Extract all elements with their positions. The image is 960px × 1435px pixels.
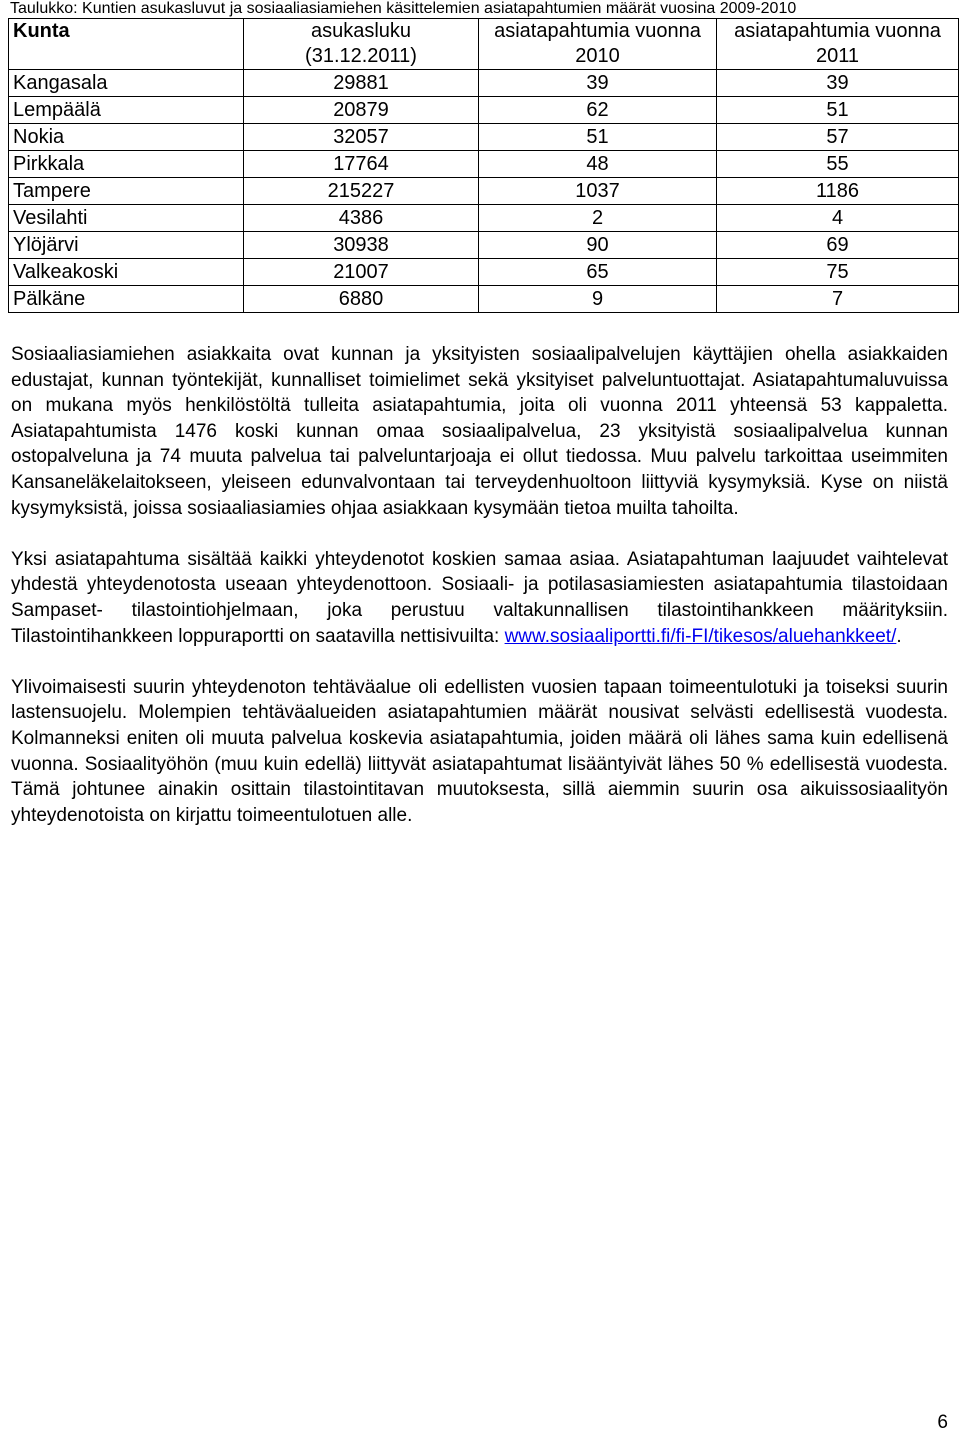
cell-kunta: Ylöjärvi — [9, 232, 244, 259]
cell-2010: 1037 — [479, 178, 717, 205]
table-row — [9, 70, 959, 97]
cell-2010: 48 — [479, 151, 717, 178]
cell-2010: 2 — [479, 205, 717, 232]
table-row — [9, 124, 959, 151]
table-row — [9, 259, 959, 286]
cell-kunta: Tampere — [9, 178, 244, 205]
cell-kunta: Nokia — [9, 124, 244, 151]
header-2010-line1: asiatapahtumia vuonna — [494, 20, 701, 42]
cell-2010: 39 — [479, 70, 717, 97]
cell-asukasluku: 215227 — [244, 178, 479, 205]
paragraph-statistics-end: . — [896, 625, 902, 647]
table-row — [9, 151, 959, 178]
header-2010 — [479, 19, 717, 70]
header-asukasluku — [244, 19, 479, 70]
cell-asukasluku: 20879 — [244, 97, 479, 124]
cell-2011: 4 — [717, 205, 959, 232]
municipality-table — [8, 18, 959, 313]
cell-kunta: Valkeakoski — [9, 259, 244, 286]
cell-asukasluku: 29881 — [244, 70, 479, 97]
header-asukasluku-line2: (31.12.2011) — [305, 45, 417, 67]
paragraph-task-areas: Ylivoimaisesti suurin yhteydenoton tehtäväalue oli edellisten vuosien tapaan toimeentulotuki ja toiseksi suurin lastensuojelu. Molempien tehtäväalueiden asiatapahtumien määrät nousivat selvästi edellisestä vuodesta. Kolmanneksi eniten oli muuta palvelua koskevia asiatapahtumia, joiden määrä oli lähes sama kuin edellisenä vuonna. Sosiaalityöhön (muu kuin edellä) liittyvät asiatapahtumat lisääntyivät lähes 50 % edellisestä vuodesta. Tämä johtunee ainakin osittain tilastointitavan muutoksesta, sillä aiemmin suurin osa aikuissosiaalityön yhteydenotoista on kirjattu toimeentulotuen alle. — [11, 676, 948, 826]
paragraph-statistics-text: Yksi asiatapahtuma sisältää kaikki yhteydenotot koskien samaa asiaa. Asiatapahtuman laajuudet vaihtelevat yhdestä yhteydenotosta useaan yhteydenottoon. Sosiaali- ja potilasasiamiesten asiatapahtumia tilastoidaan Sampaset- tilastointiohjelmaan, joka perustuu valtakunnallisen tilastointihankkeen määrityksiin. Tilastointihankkeen loppuraportti on saatavilla nettisivuilta: — [11, 548, 948, 647]
cell-2011: 75 — [717, 259, 959, 286]
cell-2010: 62 — [479, 97, 717, 124]
table-row — [9, 205, 959, 232]
cell-2011: 39 — [717, 70, 959, 97]
cell-kunta: Pälkäne — [9, 286, 244, 313]
cell-2010: 65 — [479, 259, 717, 286]
paragraph-clients: Sosiaaliasiamiehen asiakkaita ovat kunnan ja yksityisten sosiaalipalvelujen käyttäjien ohella asiakkaiden edustajat, kunnan työntekijät, kunnalliset toimielimet sekä yksityiset palveluntuottajat. Asiatapahtumaluvuissa on mukana myös henkilöstöltä tulleita asiatapahtumia, joita oli vuonna 2011 yhteensä 53 kappaletta. Asiatapahtumista 1476 koski kunnan omaa sosiaalipalvelua, 23 yksityistä sosiaalipalvelua kunnan ostopalveluna ja 74 muuta palvelua tai palveluntarjoaja ei ollut tiedossa. Muu palvelu tarkoittaa useimmiten Kansaneläkelaitokseen, yleiseen edunvalvontaan tai terveydenhuoltoon liittyviä kysymyksiä. Kyse on niistä kysymyksistä, joissa sosiaaliasiamies ohjaa asiakkaan kysymään tietoa muilta tahoilta. — [11, 344, 948, 519]
header-kunta — [9, 19, 244, 70]
table-caption: Taulukko: Kuntien asukasluvut ja sosiaaliasiamiehen käsittelemien asiatapahtumien määrät vuosina 2009-2010 — [10, 0, 797, 17]
cell-asukasluku: 21007 — [244, 259, 479, 286]
cell-2011: 7 — [717, 286, 959, 313]
cell-2010: 51 — [479, 124, 717, 151]
header-2011-line1: asiatapahtumia vuonna — [734, 20, 941, 42]
cell-2010: 90 — [479, 232, 717, 259]
cell-2011: 55 — [717, 151, 959, 178]
cell-2010: 9 — [479, 286, 717, 313]
header-asukasluku-line1: asukasluku — [310, 20, 412, 42]
header-2011-line2: 2011 — [815, 45, 859, 67]
cell-kunta: Lempäälä — [9, 97, 244, 124]
header-2010-line2: 2010 — [575, 45, 620, 67]
cell-asukasluku: 6880 — [244, 286, 479, 313]
cell-2011: 51 — [717, 97, 959, 124]
cell-asukasluku: 32057 — [244, 124, 479, 151]
table-row — [9, 97, 959, 124]
body-text — [11, 342, 948, 828]
cell-asukasluku: 17764 — [244, 151, 479, 178]
sosiaaliportti-link[interactable]: www.sosiaaliportti.fi/fi-FI/tikesos/aluehankkeet/ — [504, 625, 897, 647]
cell-kunta: Vesilahti — [9, 205, 244, 232]
cell-2011: 69 — [717, 232, 959, 259]
page-number: 6 — [937, 1412, 948, 1433]
header-2011 — [717, 19, 959, 70]
cell-kunta: Kangasala — [9, 70, 244, 97]
cell-kunta: Pirkkala — [9, 151, 244, 178]
cell-asukasluku: 30938 — [244, 232, 479, 259]
paragraph-statistics — [11, 547, 948, 649]
table-row — [9, 178, 959, 205]
cell-asukasluku: 4386 — [244, 205, 479, 232]
cell-2011: 1186 — [717, 178, 959, 205]
cell-2011: 57 — [717, 124, 959, 151]
table-row — [9, 232, 959, 259]
table-header-row — [9, 19, 959, 70]
table-row — [9, 286, 959, 313]
header-kunta-label: Kunta — [13, 20, 70, 42]
